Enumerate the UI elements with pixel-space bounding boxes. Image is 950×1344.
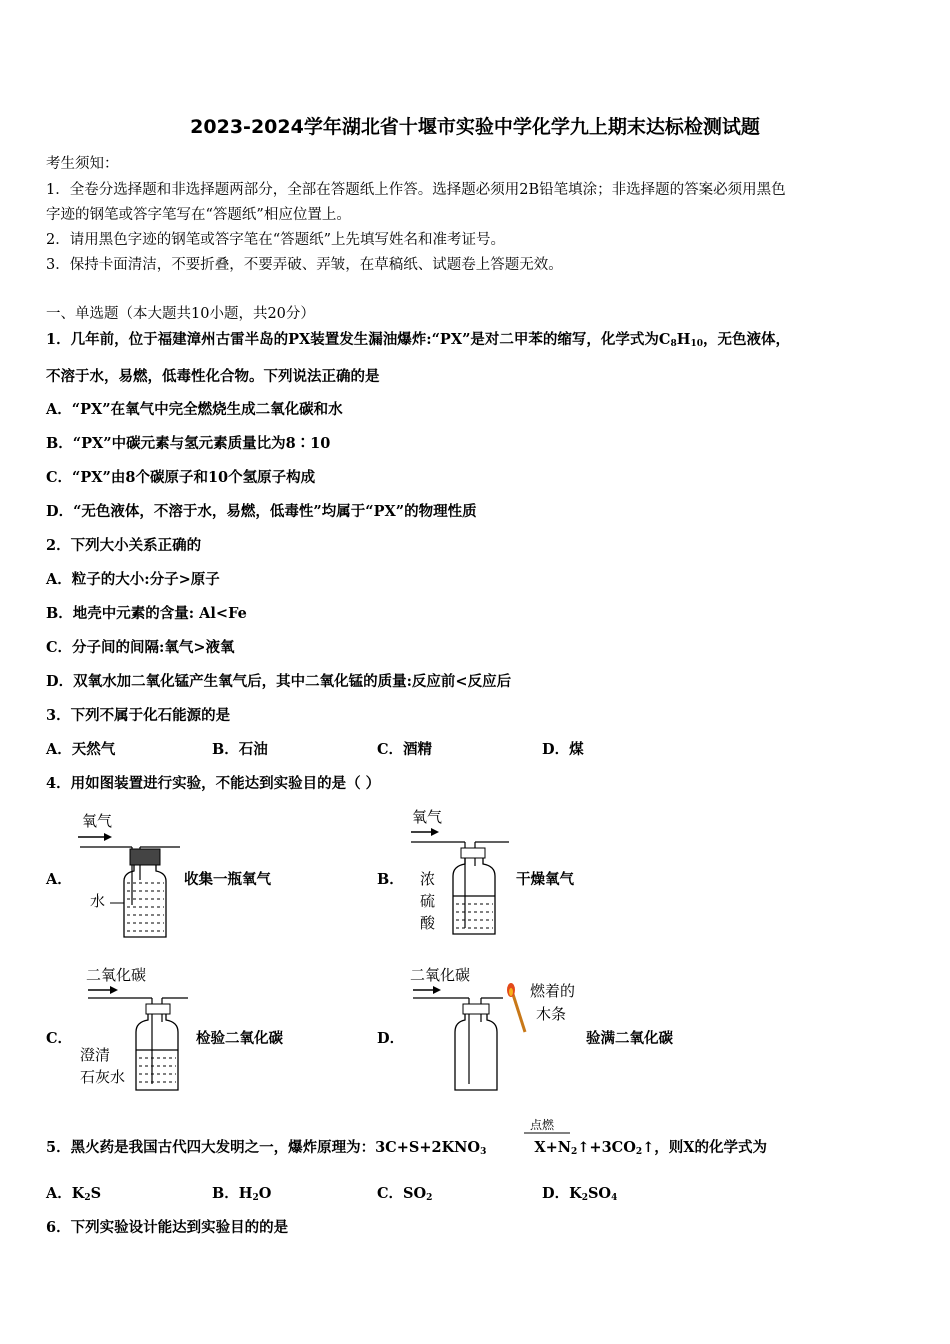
q4-option-c-letter: C． [46,1030,73,1047]
q1-stem: 1．几年前，位于福建漳州古雷半岛的PX装置发生漏油爆炸:“PX”是对二甲苯的缩写，化学式为$C_8H_{10}$，无色液体， [46,331,790,349]
q4-a-liquid-label: 水 [90,892,106,910]
q5-option-d: D．$K_2SO_4$ [542,1185,618,1203]
q2-option-c: C．分子间的间隔:氧气>液氧 [46,639,235,656]
q4-option-b-caption: 干燥氧气 [516,871,574,888]
q4-a-gas-label: 氧气 [82,812,113,830]
q4-b-liquid-label-3: 酸 [420,914,436,932]
q2-option-b: B．地壳中元素的含量: Al<Fe [46,605,247,622]
section-heading: 一、单选题（本大题共10小题，共20分） [46,306,315,322]
q4-d-gas-label: 二氧化碳 [410,966,471,984]
q5-option-a: A．$K_2S$ [46,1185,102,1203]
q4-option-c-caption: 检验二氧化碳 [196,1030,283,1047]
q4-option-b-letter: B． [377,871,404,888]
q4-stem: 4．用如图装置进行实验，不能达到实验目的是（ ） [46,775,381,792]
q2-option-a: A．粒子的大小:分子>原子 [46,571,220,588]
q4-c-gas-label: 二氧化碳 [86,966,147,984]
q4-b-gas-label: 氧气 [412,808,443,826]
q5-stem: 5．黑火药是我国古代四大发明之一，爆炸原理为：$3C+S+2KNO_3$ $X+N_2↑+3CO_2↑$，则X的化学式为 [46,1139,767,1157]
q1-option-b: B．“PX”中碳元素与氢元素质量比为8∶10 [46,435,331,452]
q4-d-stick-label-1: 燃着的 [530,982,576,1000]
q3-option-b: B．石油 [212,741,268,758]
q1-option-c: C．“PX”由8个碳原子和10个氢原子构成 [46,469,316,486]
q4-b-drying-bottle-diagram [405,822,525,940]
q3-option-a: A．天然气 [46,741,116,758]
q4-option-a-letter: A． [46,871,72,888]
q4-c-liquid-label-2: 石灰水 [80,1068,126,1086]
q4-d-stick-label-2: 木条 [536,1005,567,1023]
q4-c-liquid-label-1: 澄清 [80,1046,111,1064]
q1-option-a: A．“PX”在氧气中完全燃烧生成二氧化碳和水 [46,401,343,418]
q6-stem: 6．下列实验设计能达到实验目的的是 [46,1219,289,1236]
q4-a-gas-bottle-diagram [70,825,190,945]
q4-b-liquid-label-1: 浓 [420,870,436,888]
q4-d-collecting-bottle-diagram [405,980,535,1096]
q1-stem-cont: 不溶于水，易燃，低毒性化合物。下列说法正确的是 [46,368,380,385]
notice-item-2: 2．请用黑色字迹的钢笔或答字笔在“答题纸”上先填写姓名和准考证号。 [46,232,506,248]
notice-item-1-cont: 字迹的钢笔或答字笔写在“答题纸”相应位置上。 [46,207,351,223]
q4-option-d-caption: 验满二氧化碳 [586,1030,673,1047]
q2-stem: 2．下列大小关系正确的 [46,537,202,554]
q3-option-d: D．煤 [542,741,584,758]
notice-heading: 考生须知： [46,156,119,172]
q1-option-d: D．“无色液体，不溶于水，易燃，低毒性”均属于“PX”的物理性质 [46,503,477,520]
notice-item-3: 3．保持卡面清洁，不要折叠，不要弄破、弄皱，在草稿纸、试题卷上答题无效。 [46,257,563,273]
q5-option-b: B．$H_2O$ [212,1185,272,1203]
q3-option-c: C．酒精 [377,741,433,758]
q4-option-d-letter: D． [377,1030,405,1047]
q5-reaction-condition: 点燃 [530,1118,555,1132]
q5-option-c: C．$SO_2$ [377,1185,433,1203]
q4-b-liquid-label-2: 硫 [420,892,436,910]
q4-option-a-caption: 收集一瓶氧气 [184,871,271,888]
page-title: 2023-2024学年湖北省十堰市实验中学化学九上期末达标检测试题 [190,116,760,138]
q5-reaction-arrow-line [524,1131,570,1135]
q3-stem: 3．下列不属于化石能源的是 [46,707,231,724]
q2-option-d: D．双氧水加二氧化锰产生氧气后，其中二氧化锰的质量:反应前<反应后 [46,673,512,690]
q4-c-limewater-bottle-diagram [80,980,200,1096]
notice-item-1: 1．全卷分选择题和非选择题两部分，全部在答题纸上作答。选择题必须用2B铅笔填涂；非选择题的答案必须用黑色 [46,182,786,198]
